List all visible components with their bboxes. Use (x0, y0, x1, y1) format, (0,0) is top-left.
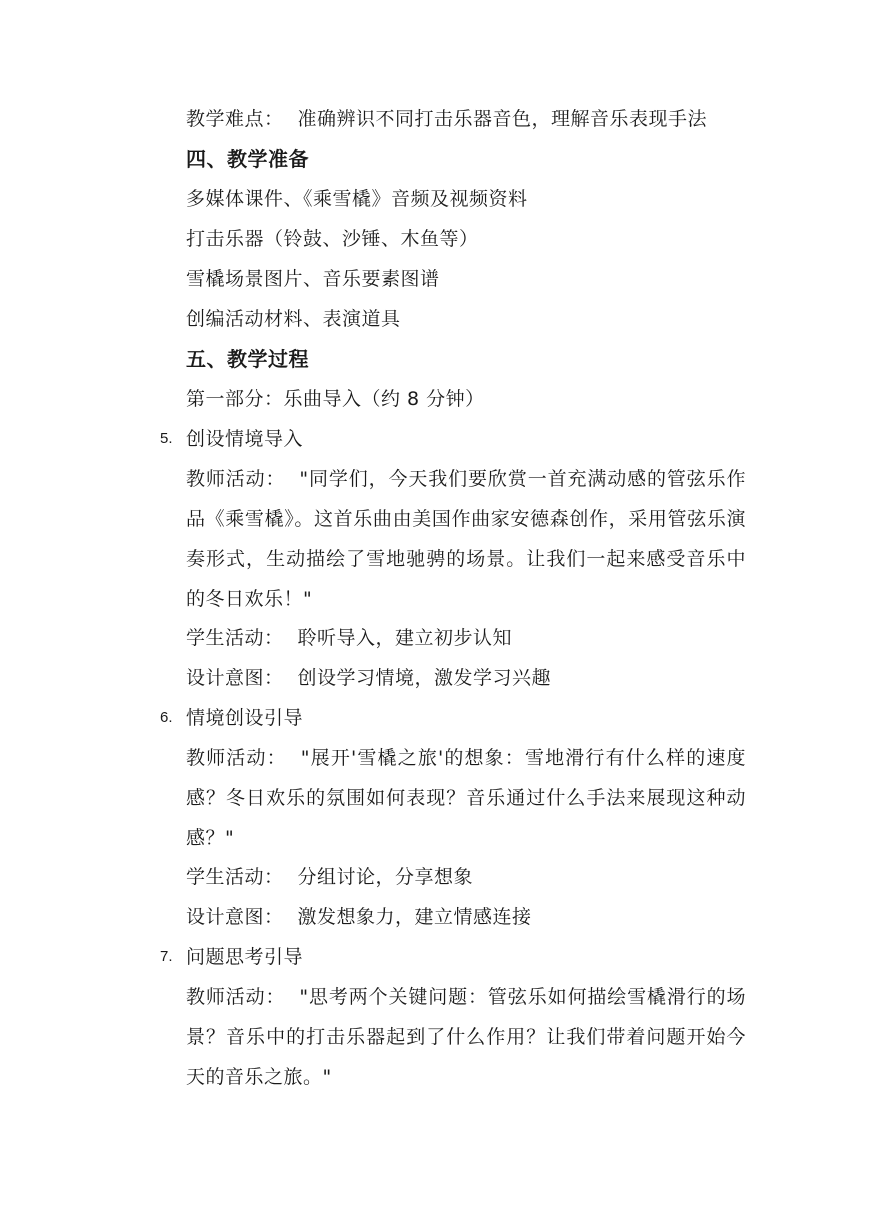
prep-item-4: 创编活动材料、表演道具 (186, 308, 401, 330)
difficulty-text: 准确辨识不同打击乐器音色，理解音乐表现手法 (297, 108, 708, 130)
step-5-student-activity (186, 625, 746, 651)
step-6-number: 6. (160, 709, 173, 726)
prep-item-1: 多媒体课件、《乘雪橇》音频及视频资料 (186, 188, 528, 210)
step-6-teacher-activity (186, 738, 746, 858)
step-6-title: 情境创设引导 (186, 707, 304, 729)
step-7-teacher-activity (186, 977, 746, 1097)
section-4-heading: 四、教学准备 (186, 147, 309, 171)
step-5-student-label: 学生活动： (186, 627, 284, 649)
step-6-student-label: 学生活动： (186, 866, 284, 888)
step-5-title: 创设情境导入 (186, 428, 304, 450)
step-6-student-text: 分组讨论，分享想象 (297, 866, 474, 888)
step-5-design-label: 设计意图： (186, 667, 284, 689)
step-6-design-intent (186, 904, 746, 930)
step-5-number: 5. (160, 430, 173, 447)
prep-item-3: 雪橇场景图片、音乐要素图谱 (186, 268, 440, 290)
step-5-design-intent (186, 665, 746, 691)
step-6-student-activity (186, 864, 746, 890)
section-5-heading: 五、教学过程 (186, 347, 309, 371)
difficulty-label: 教学难点： (186, 108, 284, 130)
difficulty-line (186, 106, 746, 132)
step-6-teacher-text: "展开'雪橇之旅'的想象：雪地滑行有什么样的速度感？冬日欢乐的氛围如何表现？音乐通过什么手法来展现这种动感？" (186, 747, 746, 849)
step-5-design-text: 创设学习情境，激发学习兴趣 (297, 667, 552, 689)
step-6-teacher-label: 教师活动： (186, 747, 287, 769)
step-6-design-label: 设计意图： (186, 906, 284, 928)
prep-item-2: 打击乐器（铃鼓、沙锤、木鱼等） (186, 228, 479, 250)
step-6-design-text: 激发想象力，建立情感连接 (297, 906, 532, 928)
step-7-number: 7. (160, 948, 173, 965)
step-5-teacher-text: "同学们，今天我们要欣赏一首充满动感的管弦乐作品《乘雪橇》。这首乐曲由美国作曲家安德森创作，采用管弦乐演奏形式，生动描绘了雪地驰骋的场景。让我们一起来感受音乐中的冬日欢乐！" (186, 468, 746, 610)
step-7-teacher-text: "思考两个关键问题：管弦乐如何描绘雪橇滑行的场景？音乐中的打击乐器起到了什么作用？让我们带着问题开始今天的音乐之旅。" (186, 986, 746, 1088)
step-7-teacher-label: 教师活动： (186, 986, 286, 1008)
step-5-student-text: 聆听导入，建立初步认知 (297, 627, 513, 649)
step-5-teacher-label: 教师活动： (186, 468, 286, 490)
step-5-teacher-activity (186, 459, 746, 619)
step-7-title: 问题思考引导 (186, 946, 304, 968)
part-1-title: 第一部分：乐曲导入（约 8 分钟） (186, 388, 485, 410)
